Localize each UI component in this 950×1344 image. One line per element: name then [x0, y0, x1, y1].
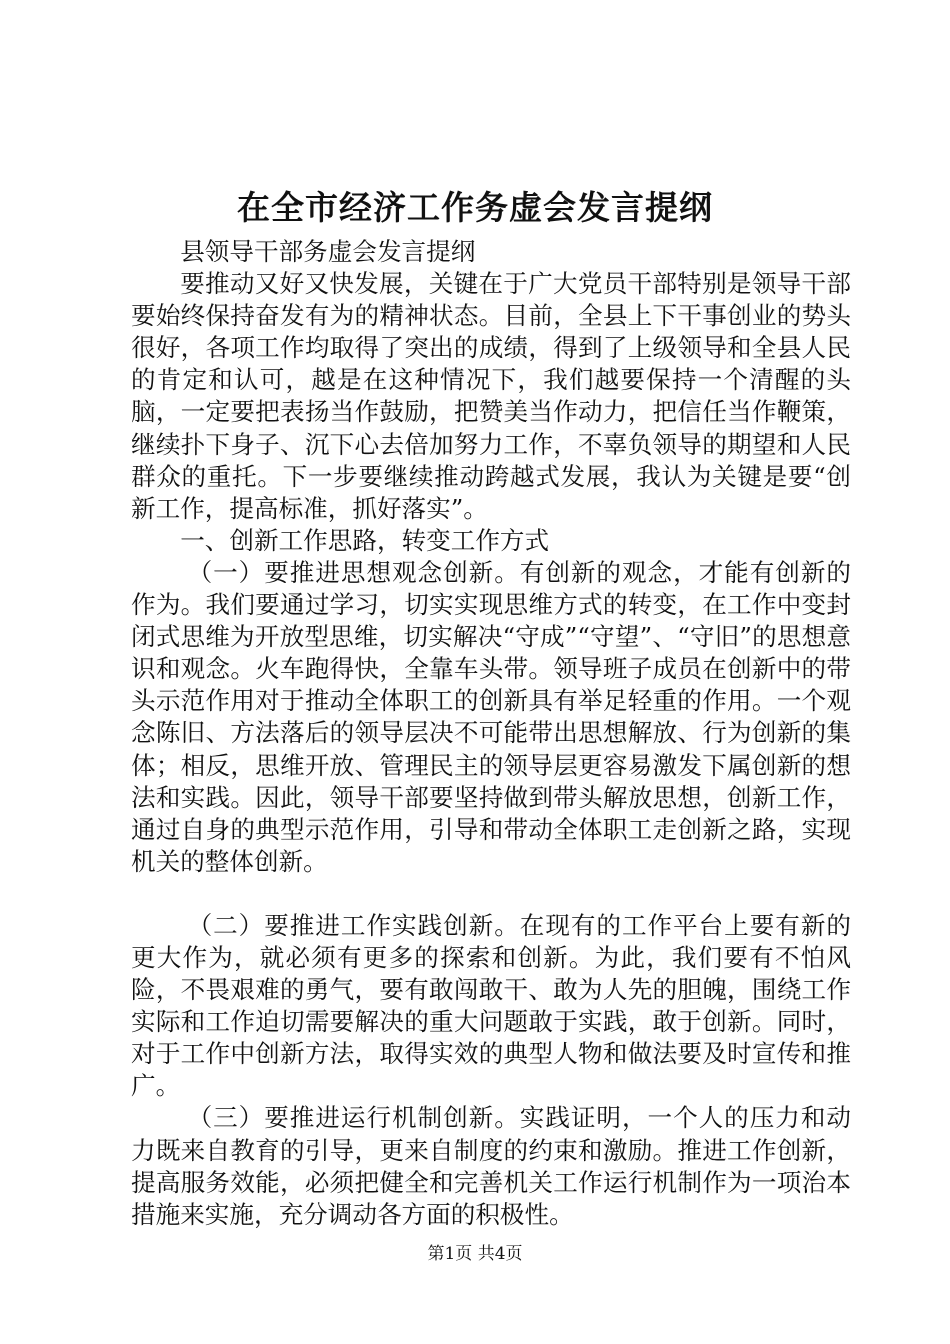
- body-paragraph: （二）要推进工作实践创新。在现有的工作平台上要有新的更大作为，就必须有更多的探索和创新。为此，我们要有不怕风险，不畏艰难的勇气，要有敢闯敢干、敢为人先的胆魄，围绕工作实际和工作迫切需要解决的重大问题敢于实践，敢于创新。同时，对于工作中创新方法，取得实效的典型人物和做法要及时宣传和推广。: [131, 910, 851, 1101]
- body-paragraph: （三）要推进运行机制创新。实践证明，一个人的压力和动力既来自教育的引导，更来自制度的约束和激励。推进工作创新，提高服务效能，必须把健全和完善机关工作运行机制作为一项治本措施来实施，充分调动各方面的积极性。: [131, 1103, 851, 1229]
- subtitle-paragraph: 县领导干部务虚会发言提纲: [180, 237, 476, 266]
- body-paragraph: （一）要推进思想观念创新。有创新的观念，才能有创新的作为。我们要通过学习，切实实现思维方式的转变，在工作中变封闭式思维为开放型思维，切实解决“守成”“守望”、“守旧”的思想意识和观念。火车跑得快，全靠车头带。领导班子成员在创新中的带头示范作用对于推动全体职工的创新具有举足轻重的作用。一个观念陈旧、方法落后的领导层决不可能带出思想解放、行为创新的集体；相反，思维开放、管理民主的领导层更容易激发下属创新的想法和实践。因此，领导干部要坚持做到带头解放思想，创新工作，通过自身的典型示范作用，引导和带动全体职工走创新之路，实现机关的整体创新。: [131, 557, 851, 876]
- section-heading: 一、创新工作思路，转变工作方式: [180, 525, 550, 555]
- document-title: 在全市经济工作务虚会发言提纲: [237, 188, 713, 227]
- intro-paragraph: 要推动又好又快发展，关键在于广大党员干部特别是领导干部要始终保持奋发有为的精神状态。目前，全县上下干事创业的势头很好，各项工作均取得了突出的成绩，得到了上级领导和全县人民的肯定和认可，越是在这种情况下，我们越要保持一个清醒的头脑，一定要把表扬当作鼓励，把赞美当作动力，把信任当作鞭策，继续扑下身子、沉下心去倍加努力工作，不辜负领导的期望和人民群众的重托。下一步要继续推动跨越式发展，我认为关键是要“创新工作，提高标准，抓好落实”。: [131, 269, 851, 523]
- document-body: [131, 236, 851, 1231]
- page-footer: 第1页 共4页: [427, 1244, 523, 1264]
- paragraph-gap: [131, 878, 851, 910]
